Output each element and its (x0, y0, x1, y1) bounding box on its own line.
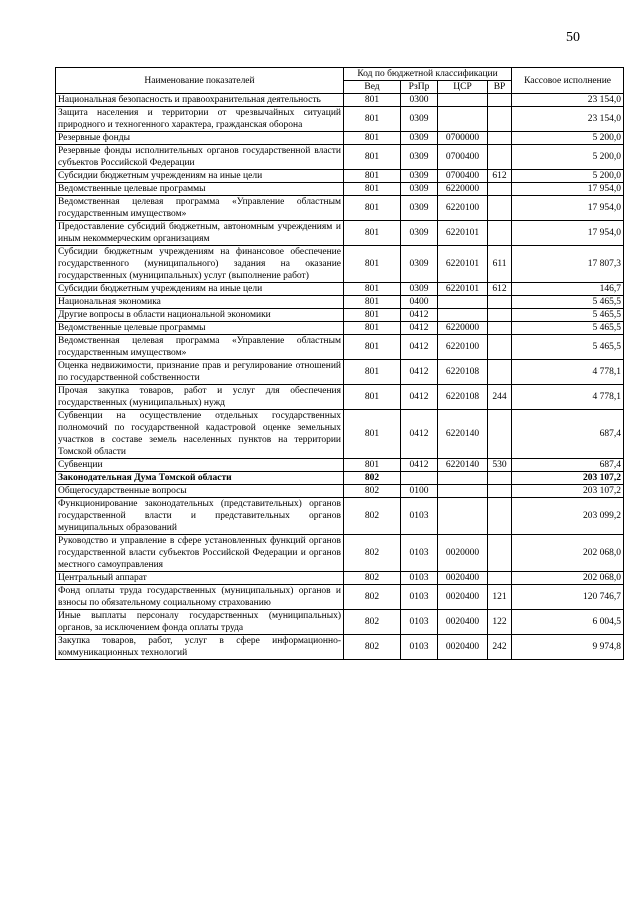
cell-csr (438, 107, 488, 132)
table-row (56, 296, 624, 309)
cell-vr (488, 132, 512, 145)
cell-name: Закупка товаров, работ, услуг в сфере информационно-коммуникационных технологий (56, 635, 344, 660)
cell-vr (488, 94, 512, 107)
table-row (56, 196, 624, 221)
cell-amount: 120 746,7 (512, 585, 624, 610)
cell-name: Фонд оплаты труда государственных (муниципальных) органов и взносы по обязательному социальному страхованию (56, 585, 344, 610)
table-row (56, 145, 624, 170)
cell-csr: 6220000 (438, 183, 488, 196)
table-row (56, 360, 624, 385)
cell-name: Национальная экономика (56, 296, 344, 309)
cell-amount: 17 954,0 (512, 221, 624, 246)
cell-csr (438, 309, 488, 322)
table-row (56, 107, 624, 132)
cell-amount: 202 068,0 (512, 535, 624, 572)
cell-rzpr: 0412 (401, 459, 438, 472)
cell-vr: 121 (488, 585, 512, 610)
cell-rzpr: 0103 (401, 572, 438, 585)
cell-csr: 6220108 (438, 385, 488, 410)
cell-ved: 802 (344, 635, 401, 660)
cell-vr (488, 335, 512, 360)
cell-name: Ведомственная целевая программа «Управление областным государственным имуществом» (56, 196, 344, 221)
cell-amount: 5 200,0 (512, 132, 624, 145)
cell-rzpr: 0309 (401, 132, 438, 145)
cell-vr (488, 485, 512, 498)
cell-name: Иные выплаты персоналу государственных (муниципальных) органов, за исключением фонда оплаты труда (56, 610, 344, 635)
cell-csr: 6220000 (438, 322, 488, 335)
cell-csr (438, 296, 488, 309)
cell-amount: 5 200,0 (512, 145, 624, 170)
cell-amount: 5 465,5 (512, 309, 624, 322)
cell-rzpr: 0309 (401, 170, 438, 183)
cell-vr (488, 221, 512, 246)
table-row (56, 221, 624, 246)
cell-name: Другие вопросы в области национальной экономики (56, 309, 344, 322)
cell-ved: 801 (344, 170, 401, 183)
cell-ved: 801 (344, 183, 401, 196)
cell-rzpr: 0412 (401, 360, 438, 385)
cell-rzpr: 0309 (401, 196, 438, 221)
cell-vr (488, 309, 512, 322)
table-row (56, 472, 624, 485)
cell-vr (488, 296, 512, 309)
cell-name: Ведомственные целевые программы (56, 322, 344, 335)
cell-csr: 6220140 (438, 410, 488, 459)
cell-amount: 4 778,1 (512, 385, 624, 410)
cell-rzpr: 0400 (401, 296, 438, 309)
table-row (56, 585, 624, 610)
cell-ved: 801 (344, 94, 401, 107)
cell-amount: 687,4 (512, 459, 624, 472)
table-row (56, 335, 624, 360)
cell-amount: 17 807,3 (512, 246, 624, 283)
table-row (56, 572, 624, 585)
cell-amount: 202 068,0 (512, 572, 624, 585)
cell-ved: 801 (344, 145, 401, 170)
cell-amount: 5 465,5 (512, 296, 624, 309)
table-row (56, 485, 624, 498)
cell-vr: 244 (488, 385, 512, 410)
cell-name: Субсидии бюджетным учреждениям на финансовое обеспечение государственного (муниципального) задания на оказание государственных (муниципальных) услуг (выполнение работ) (56, 246, 344, 283)
cell-csr (438, 498, 488, 535)
cell-ved: 801 (344, 459, 401, 472)
cell-csr: 0020400 (438, 610, 488, 635)
cell-amount: 5 200,0 (512, 170, 624, 183)
cell-csr: 0700400 (438, 145, 488, 170)
cell-vr: 611 (488, 246, 512, 283)
cell-amount: 203 099,2 (512, 498, 624, 535)
cell-vr (488, 145, 512, 170)
table-row (56, 635, 624, 660)
cell-name: Защита населения и территории от чрезвычайных ситуаций природного и техногенного характера, гражданская оборона (56, 107, 344, 132)
header-ved: Вед (344, 81, 401, 94)
cell-ved: 802 (344, 585, 401, 610)
table-row (56, 132, 624, 145)
cell-ved: 802 (344, 498, 401, 535)
cell-csr: 0700000 (438, 132, 488, 145)
table-row (56, 610, 624, 635)
cell-rzpr: 0412 (401, 309, 438, 322)
cell-csr: 6220101 (438, 246, 488, 283)
cell-amount: 203 107,2 (512, 485, 624, 498)
cell-rzpr: 0103 (401, 585, 438, 610)
cell-vr (488, 535, 512, 572)
cell-name: Субвенции (56, 459, 344, 472)
cell-rzpr: 0309 (401, 145, 438, 170)
cell-name: Субсидии бюджетным учреждениям на иные цели (56, 283, 344, 296)
cell-amount: 5 465,5 (512, 322, 624, 335)
cell-rzpr: 0412 (401, 410, 438, 459)
cell-rzpr: 0103 (401, 610, 438, 635)
cell-name: Руководство и управление в сфере установленных функций органов государственной власти субъектов Российской Федерации и органов местного самоуправления (56, 535, 344, 572)
cell-csr: 0020400 (438, 572, 488, 585)
cell-ved: 801 (344, 335, 401, 360)
cell-ved: 802 (344, 485, 401, 498)
cell-vr (488, 196, 512, 221)
cell-vr (488, 322, 512, 335)
table-row (56, 94, 624, 107)
cell-csr: 0020400 (438, 635, 488, 660)
table-body (56, 94, 624, 660)
cell-csr: 6220108 (438, 360, 488, 385)
cell-name: Общегосударственные вопросы (56, 485, 344, 498)
cell-rzpr (401, 472, 438, 485)
table-row (56, 410, 624, 459)
cell-name: Резервные фонды (56, 132, 344, 145)
cell-ved: 801 (344, 322, 401, 335)
cell-csr: 0700400 (438, 170, 488, 183)
cell-ved: 801 (344, 296, 401, 309)
cell-rzpr: 0309 (401, 283, 438, 296)
cell-vr: 122 (488, 610, 512, 635)
table-row (56, 170, 624, 183)
cell-ved: 801 (344, 360, 401, 385)
cell-rzpr: 0103 (401, 498, 438, 535)
cell-vr (488, 107, 512, 132)
cell-rzpr: 0412 (401, 322, 438, 335)
cell-ved: 801 (344, 107, 401, 132)
cell-csr (438, 485, 488, 498)
cell-ved: 801 (344, 410, 401, 459)
cell-ved: 801 (344, 385, 401, 410)
table-row (56, 309, 624, 322)
cell-ved: 801 (344, 196, 401, 221)
cell-ved: 801 (344, 283, 401, 296)
cell-rzpr: 0103 (401, 535, 438, 572)
cell-name: Законодательная Дума Томской области (56, 472, 344, 485)
cell-rzpr: 0309 (401, 183, 438, 196)
header-name: Наименование показателей (56, 68, 344, 94)
cell-vr (488, 498, 512, 535)
cell-amount: 9 974,8 (512, 635, 624, 660)
cell-name: Ведомственная целевая программа «Управление областным государственным имуществом» (56, 335, 344, 360)
cell-name: Оценка недвижимости, признание прав и регулирование отношений по государственной собственности (56, 360, 344, 385)
cell-vr: 612 (488, 170, 512, 183)
cell-vr (488, 410, 512, 459)
cell-rzpr: 0309 (401, 246, 438, 283)
cell-ved: 802 (344, 610, 401, 635)
cell-vr (488, 572, 512, 585)
table-row (56, 498, 624, 535)
cell-amount: 6 004,5 (512, 610, 624, 635)
cell-rzpr: 0103 (401, 635, 438, 660)
cell-name: Национальная безопасность и правоохранительная деятельность (56, 94, 344, 107)
cell-amount: 23 154,0 (512, 94, 624, 107)
cell-name: Функционирование законодательных (представительных) органов государственной власти и представительных органов муниципальных образований (56, 498, 344, 535)
cell-name: Предоставление субсидий бюджетным, автономным учреждениям и иным некоммерческим организациям (56, 221, 344, 246)
cell-csr: 0020000 (438, 535, 488, 572)
header-rzpr: РзПр (401, 81, 438, 94)
cell-amount: 203 107,2 (512, 472, 624, 485)
cell-vr: 242 (488, 635, 512, 660)
header-csr: ЦСР (438, 81, 488, 94)
cell-rzpr: 0309 (401, 107, 438, 132)
cell-amount: 23 154,0 (512, 107, 624, 132)
table-row (56, 459, 624, 472)
cell-name: Ведомственные целевые программы (56, 183, 344, 196)
header-code-group: Код по бюджетной классификации (344, 68, 512, 81)
cell-rzpr: 0412 (401, 335, 438, 360)
table-row (56, 183, 624, 196)
cell-amount: 5 465,5 (512, 335, 624, 360)
cell-rzpr: 0100 (401, 485, 438, 498)
cell-ved: 801 (344, 246, 401, 283)
cell-amount: 4 778,1 (512, 360, 624, 385)
cell-csr: 6220140 (438, 459, 488, 472)
budget-table (55, 67, 624, 660)
cell-vr (488, 183, 512, 196)
cell-name: Центральный аппарат (56, 572, 344, 585)
cell-amount: 17 954,0 (512, 196, 624, 221)
cell-name: Прочая закупка товаров, работ и услуг для обеспечения государственных (муниципальных) нужд (56, 385, 344, 410)
cell-vr: 530 (488, 459, 512, 472)
cell-rzpr: 0309 (401, 221, 438, 246)
cell-vr (488, 360, 512, 385)
cell-csr: 6220101 (438, 283, 488, 296)
table-row (56, 246, 624, 283)
table-row (56, 535, 624, 572)
header-amount: Кассовое исполнение (512, 68, 624, 94)
cell-csr: 0020400 (438, 585, 488, 610)
cell-vr: 612 (488, 283, 512, 296)
cell-csr: 6220101 (438, 221, 488, 246)
cell-ved: 802 (344, 472, 401, 485)
cell-ved: 801 (344, 132, 401, 145)
table-row (56, 322, 624, 335)
cell-csr: 6220100 (438, 196, 488, 221)
cell-csr (438, 472, 488, 485)
cell-rzpr: 0300 (401, 94, 438, 107)
cell-ved: 801 (344, 309, 401, 322)
cell-amount: 146,7 (512, 283, 624, 296)
cell-name: Субвенции на осуществление отдельных государственных полномочий по государственной кадастровой оценке земельных участков в составе земель населенных пунктов на территории Томской области (56, 410, 344, 459)
cell-ved: 802 (344, 535, 401, 572)
cell-ved: 802 (344, 572, 401, 585)
cell-ved: 801 (344, 221, 401, 246)
cell-amount: 17 954,0 (512, 183, 624, 196)
cell-csr (438, 94, 488, 107)
table-row (56, 385, 624, 410)
cell-name: Резервные фонды исполнительных органов государственной власти субъектов Российской Федерации (56, 145, 344, 170)
cell-name: Субсидии бюджетным учреждениям на иные цели (56, 170, 344, 183)
cell-rzpr: 0412 (401, 385, 438, 410)
page-number: 50 (566, 30, 580, 45)
cell-vr (488, 472, 512, 485)
header-vr: ВР (488, 81, 512, 94)
cell-amount: 687,4 (512, 410, 624, 459)
table-row (56, 283, 624, 296)
cell-csr: 6220100 (438, 335, 488, 360)
